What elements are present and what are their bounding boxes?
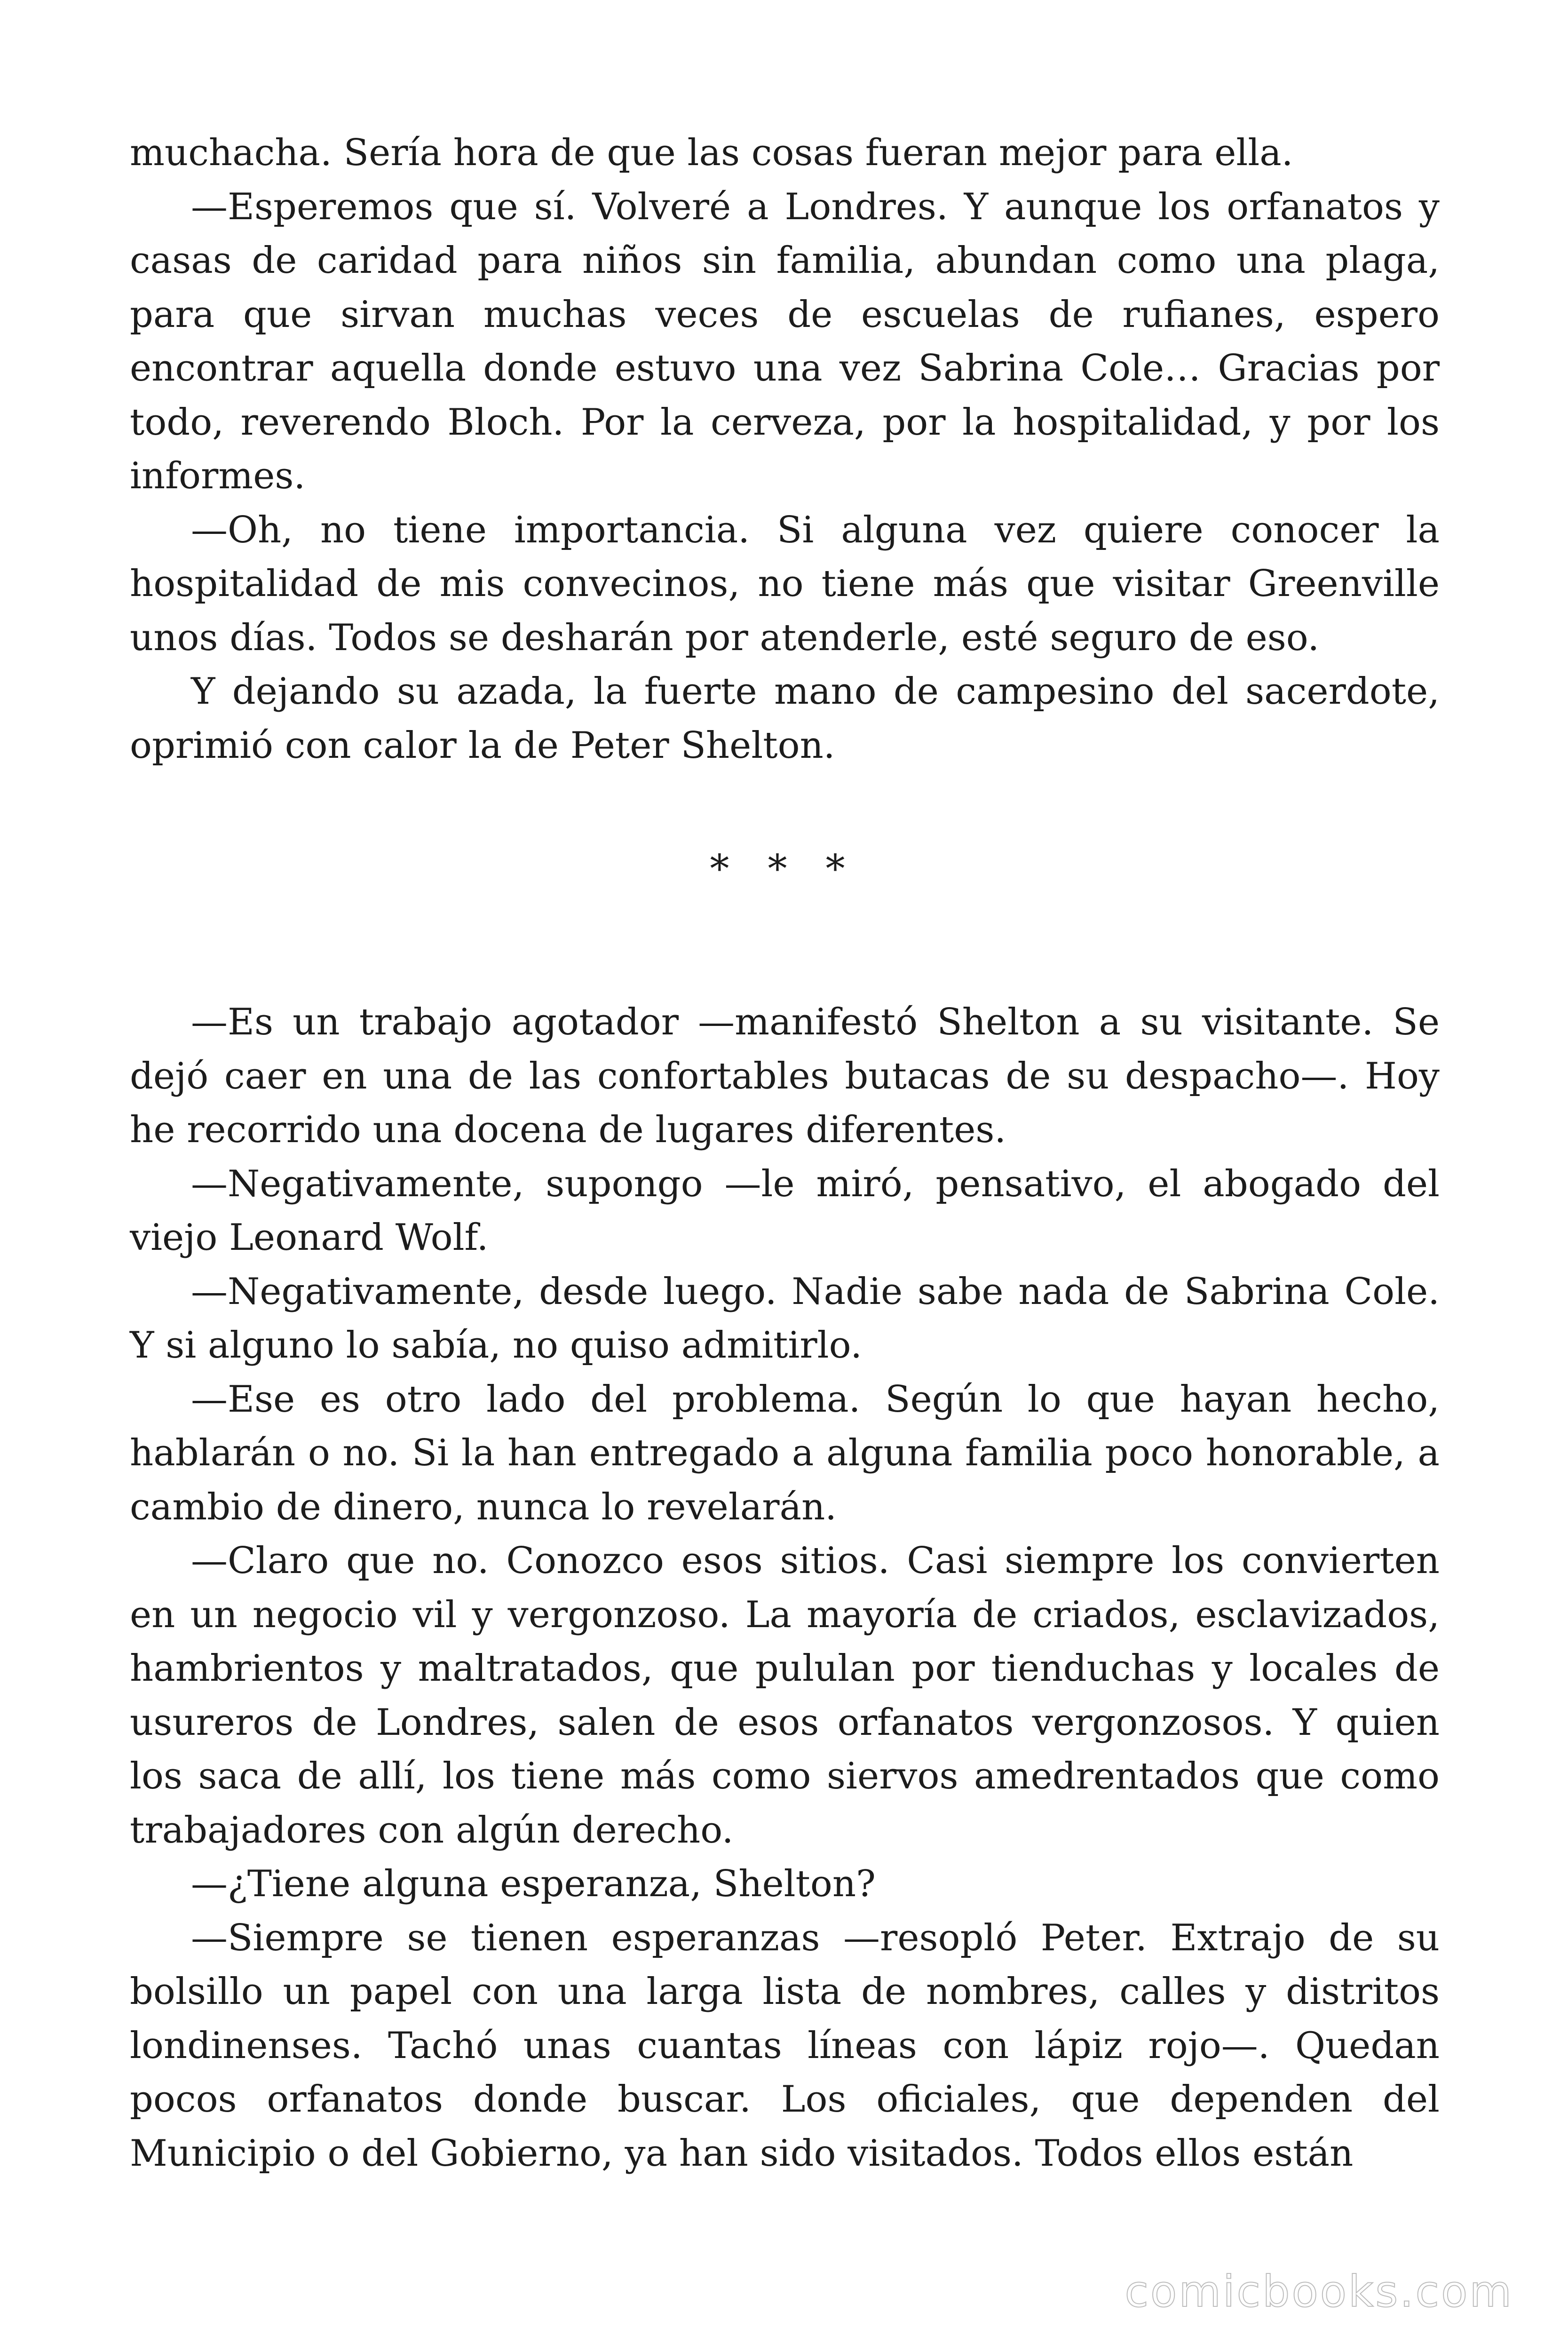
paragraph: Y dejando su azada, la fuerte mano de campesino del sacerdote, oprimió con calor la de Peter Shelton. — [130, 670, 1440, 767]
paragraph: —Negativamente, desde luego. Nadie sabe nada de Sabrina Cole. Y si alguno lo sabía, no quiso admitirlo. — [130, 1270, 1440, 1367]
text-section-top — [130, 126, 1440, 772]
paragraph: —Negativamente, supongo —le miró, pensativo, el abogado del viejo Leonard Wolf. — [130, 1162, 1440, 1259]
paragraph: —Es un trabajo agotador —manifestó Shelton a su visitante. Se dejó caer en una de las confortables butacas de su despacho—. Hoy he recorrido una docena de lugares diferentes. — [130, 1001, 1440, 1151]
paragraph: —Esperemos que sí. Volveré a Londres. Y aunque los orfanatos y casas de caridad para niños sin familia, abundan como una plaga, para que sirvan muchas veces de escuelas de rufianes, espero encontrar aquella donde estuvo una vez Sabrina Cole… Gracias por todo, reverendo Bloch. Por la cerveza, por la hospitalidad, y por los informes. — [130, 185, 1440, 497]
paragraph: —Oh, no tiene importancia. Si alguna vez quiere conocer la hospitalidad de mis convecinos, no tiene más que visitar Greenville unos días. Todos se desharán por atenderle, esté seguro de eso. — [130, 509, 1440, 659]
paragraph: —Siempre se tienen esperanzas —resopló Peter. Extrajo de su bolsillo un papel con una larga lista de nombres, calles y distritos londinenses. Tachó unas cuantas líneas con lápiz rojo—. Quedan pocos orfanatos donde buscar. Los oficiales, que dependen del Municipio o del Gobierno, ya han sido visitados. Todos ellos están — [130, 1916, 1440, 2175]
paragraph: —Ese es otro lado del problema. Según lo que hayan hecho, hablarán o no. Si la han entregado a alguna familia poco honorable, a cambio de dinero, nunca lo revelarán. — [130, 1378, 1440, 1528]
text-section-bottom — [130, 995, 1440, 2180]
section-separator: * * * — [710, 847, 858, 891]
paragraph: muchacha. Sería hora de que las cosas fueran mejor para ella. — [130, 132, 1293, 174]
paragraph: —Claro que no. Conozco esos sitios. Casi siempre los convierten en un negocio vil y vergonzoso. La mayoría de criados, esclavizados, hambrientos y maltratados, que pululan por tienduchas y locales de usureros de Londres, salen de esos orfanatos vergonzosos. Y quien los saca de allí, los tiene más como siervos amedrentados que como trabajadores con algún derecho. — [130, 1540, 1440, 1851]
watermark: comicbooks.com — [1125, 2266, 1513, 2317]
paragraph: —¿Tiene alguna esperanza, Shelton? — [191, 1863, 876, 1905]
